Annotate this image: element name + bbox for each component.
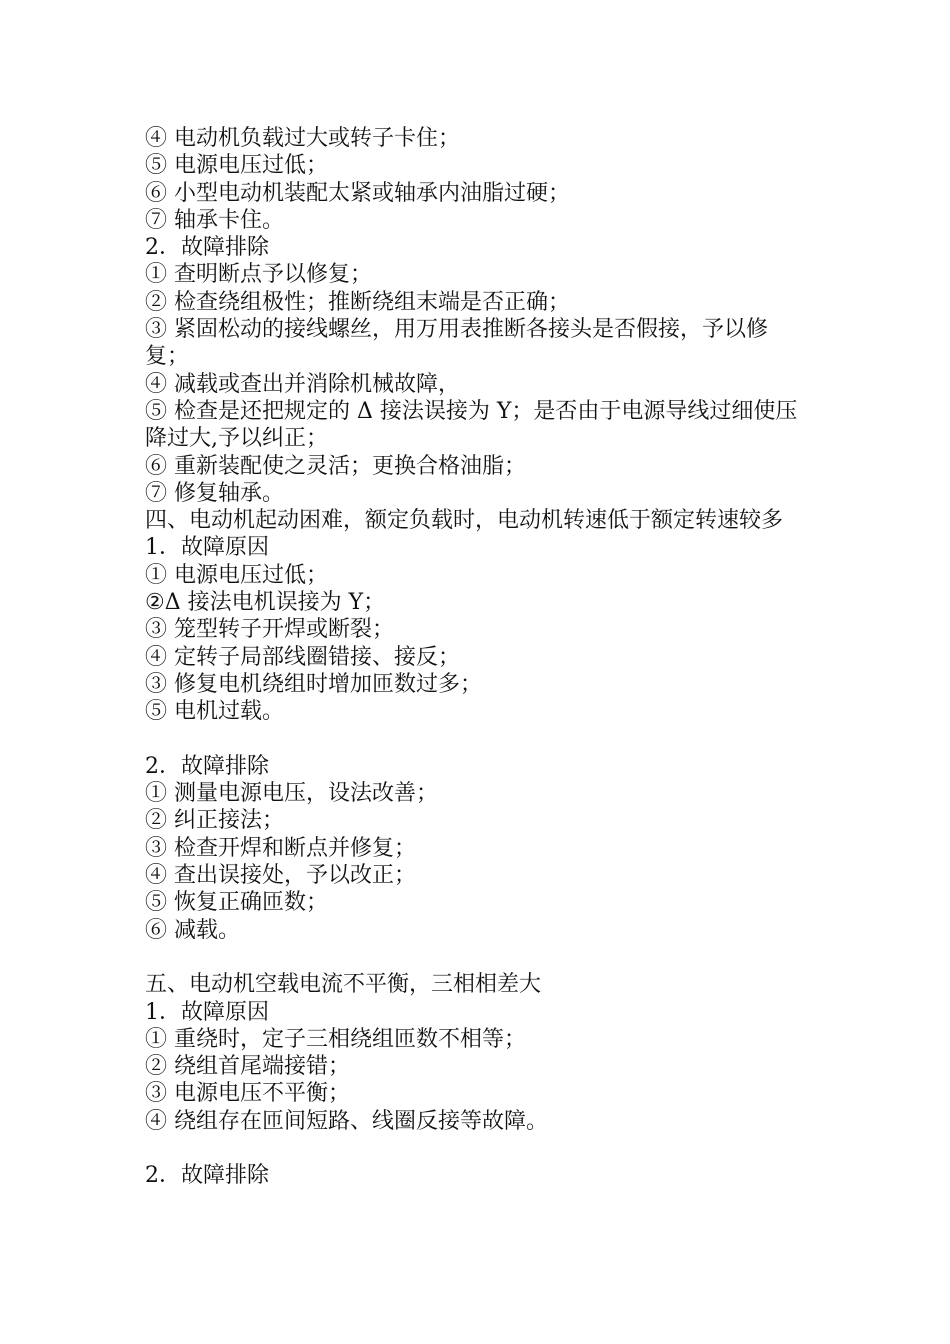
text-line: ① 重绕时，定子三相绕组匝数不相等； xyxy=(145,1026,526,1052)
text-line: ⑦ 轴承卡住。 xyxy=(145,207,284,233)
section-heading: 四、电动机起动困难，额定负载时，电动机转速低于额定转速较多 xyxy=(145,508,784,534)
section-subheading: 1．故障原因 xyxy=(145,999,269,1025)
text-line: ⑦ 修复轴承。 xyxy=(145,480,284,506)
text-line: ④ 绕组存在匝间短路、线圈反接等故障。 xyxy=(145,1108,548,1134)
section-subheading: 2．故障排除 xyxy=(145,235,269,261)
text-line: ④ 减载或查出并消除机械故障， xyxy=(145,371,460,397)
text-line: ⑤ 检查是还把规定的 Δ 接法误接为 Y；是否由于电源导线过细使压降过大,予以纠正； xyxy=(145,398,798,452)
text-line: ③ 紧固松动的接线螺丝，用万用表推断各接头是否假接，予以修复； xyxy=(145,317,768,370)
document-body xyxy=(145,125,810,1190)
blank-line xyxy=(145,944,810,971)
text-line: ① 电源电压过低； xyxy=(145,562,328,588)
text-line: ⑥ 减载。 xyxy=(145,917,240,943)
blank-line xyxy=(145,1135,810,1162)
text-line: ④ 定转子局部线圈错接、接反； xyxy=(145,644,460,670)
section-subheading: 1．故障原因 xyxy=(145,535,269,561)
text-line: ②Δ 接法电机误接为 Y； xyxy=(145,590,386,616)
blank-line xyxy=(145,726,810,753)
text-line: ⑤ 电机过载。 xyxy=(145,699,284,725)
text-line: ① 查明断点予以修复； xyxy=(145,262,372,288)
text-line: ③ 修复电机绕组时增加匝数过多； xyxy=(145,671,482,697)
text-line: ③ 笼型转子开焊或断裂； xyxy=(145,617,394,643)
text-line: ④ 电动机负载过大或转子卡住； xyxy=(145,126,460,151)
text-line: ③ 电源电压不平衡； xyxy=(145,1081,350,1107)
text-line: ② 检查绕组极性；推断绕组末端是否正确； xyxy=(145,289,570,315)
section-heading: 五、电动机空载电流不平衡，三相相差大 xyxy=(145,972,542,998)
section-subheading: 2．故障排除 xyxy=(145,753,269,779)
text-line: ⑥ 重新装配使之灵活；更换合格油脂； xyxy=(145,453,526,479)
section-subheading: 2．故障排除 xyxy=(145,1163,269,1189)
text-line: ② 纠正接法； xyxy=(145,808,284,834)
text-line: ② 绕组首尾端接错； xyxy=(145,1054,350,1080)
text-line: ⑥ 小型电动机装配太紧或轴承内油脂过硬； xyxy=(145,180,570,206)
text-line: ⑤ 恢复正确匝数； xyxy=(145,890,328,916)
text-line: ④ 查出误接处，予以改正； xyxy=(145,863,416,889)
text-line: ⑤ 电源电压过低； xyxy=(145,153,328,179)
text-line: ① 测量电源电压，设法改善； xyxy=(145,781,438,807)
text-line: ③ 检查开焊和断点并修复； xyxy=(145,835,416,861)
